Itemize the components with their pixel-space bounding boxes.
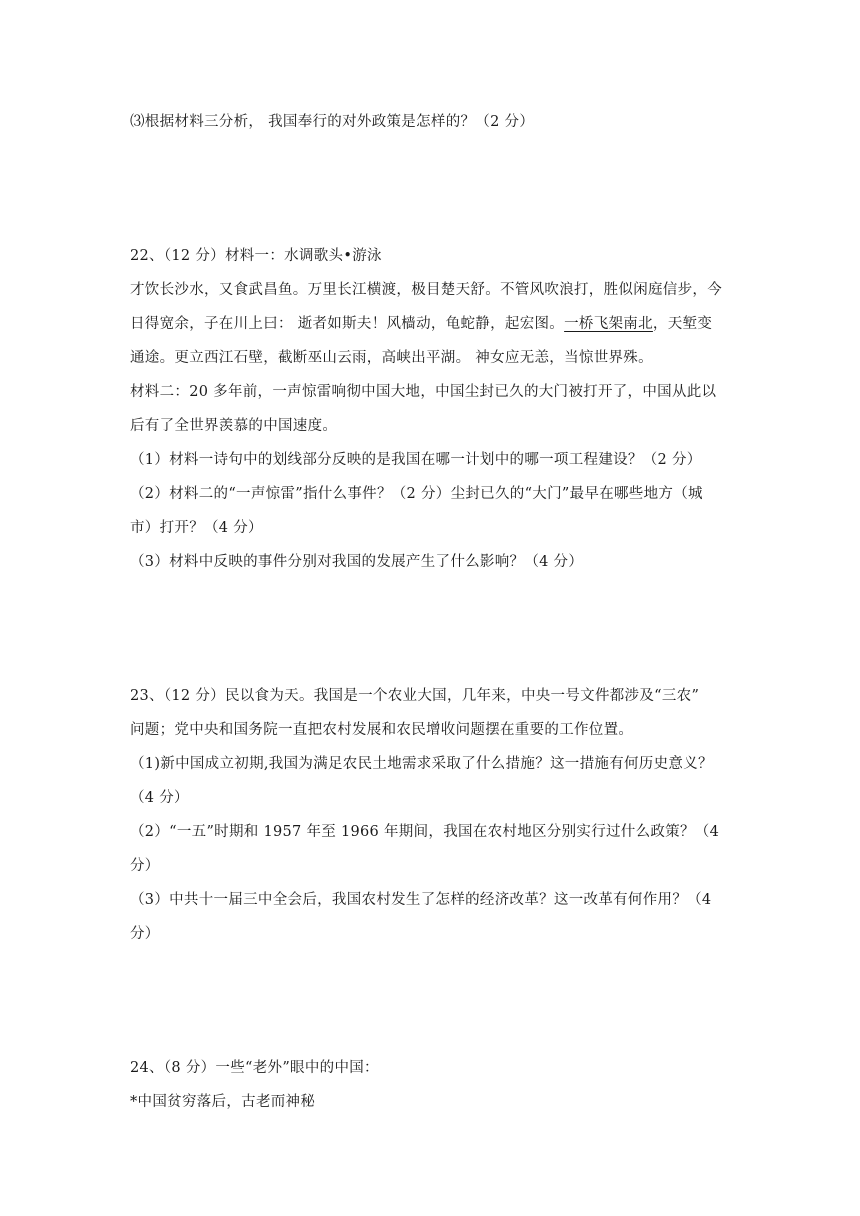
q22-sub3: （3）材料中反映的事件分别对我国的发展产生了什么影响？（4 分）: [130, 554, 584, 570]
q22-heading: 22、（12 分）材料一：水调歌头•游泳: [130, 248, 382, 264]
q24-item-1: *中国贫穷落后，古老而神秘: [130, 1094, 316, 1110]
q22-sub1: （1）材料一诗句中的划线部分反映的是我国在哪一计划中的哪一项工程建设？（2 分）: [130, 452, 702, 468]
q22-poem-line-2-start: 日得宽余，子在川上曰： 逝者如斯夫！风樯动，龟蛇静，起宏图。: [130, 316, 565, 332]
q23-sub3-line-1: （3）中共十一届三中全会后，我国农村发生了怎样的经济改革？这一改革有何作用？（4: [130, 892, 712, 908]
q22-material2-line-2: 后有了全世界羡慕的中国速度。: [130, 418, 338, 434]
q24-heading: 24、（8 分）一些“老外”眼中的中国：: [130, 1060, 379, 1076]
q22-sub2-line-2: 市）打开？（4 分）: [130, 520, 263, 536]
q22-poem-line-1: 才饮长沙水，又食武昌鱼。万里长江横渡，极目楚天舒。不管风吹浪打，胜似闲庭信步，今: [130, 282, 722, 298]
q23-sub1-line-1: （1)新中国成立初期,我国为满足农民土地需求采取了什么措施？这一措施有何历史意义？: [130, 756, 713, 772]
q21-sub3: ⑶根据材料三分析， 我国奉行的对外政策是怎样的？（2 分）: [130, 114, 535, 130]
q22-poem-line-2-end: ，天堑变: [652, 316, 713, 332]
q22-material2-line-1: 材料二：20 多年前，一声惊雷响彻中国大地，中国尘封已久的大门被打开了，中国从此以: [130, 384, 717, 400]
q23-sub2-line-1: （2）“一五”时期和 1957 年至 1966 年期间，我国在农村地区分别实行过什么政策？（4: [130, 824, 720, 840]
q22-poem-line-3: 通途。更立西江石壁，截断巫山云雨，高峡出平湖。 神女应无恙，当惊世界殊。: [130, 350, 653, 366]
q23-intro-line-1: 23、（12 分）民以食为天。我国是一个农业大国，几年来，中央一号文件都涉及“三农”: [130, 688, 700, 704]
q23-sub1-line-2: （4 分）: [130, 790, 189, 806]
q22-poem-line-2: [130, 314, 712, 334]
q22-underlined-phrase: 一桥飞架南北: [564, 316, 653, 332]
q23-sub2-line-2: 分）: [130, 858, 160, 874]
q23-sub3-line-2: 分）: [130, 926, 160, 942]
q23-intro-line-2: 问题；党中央和国务院一直把农村发展和农民增收问题摆在重要的工作位置。: [130, 722, 634, 738]
q22-sub2-line-1: （2）材料二的“一声惊雷”指什么事件？（2 分）尘封已久的“大门”最早在哪些地方（城: [130, 486, 703, 502]
